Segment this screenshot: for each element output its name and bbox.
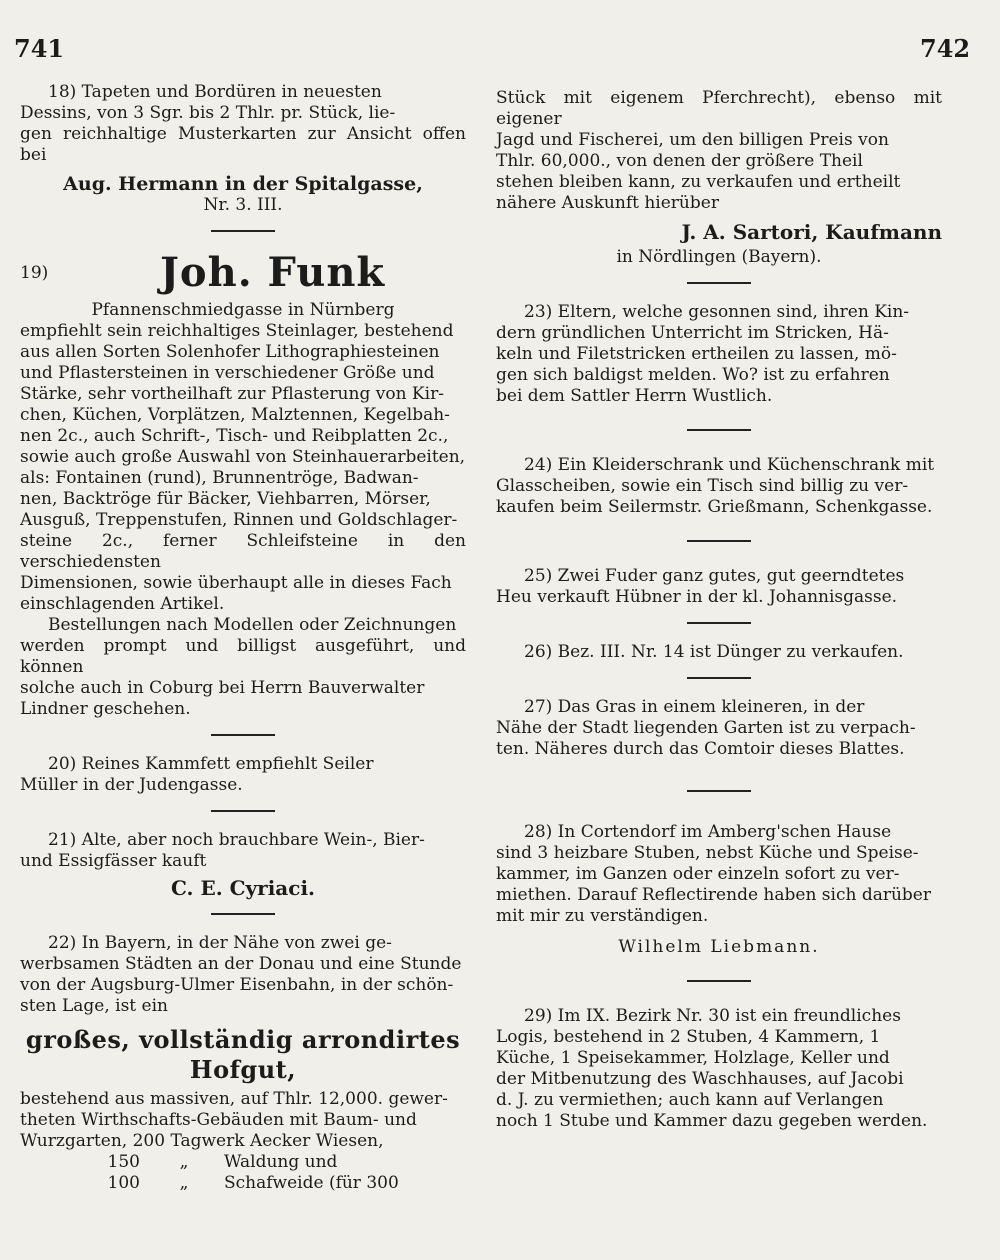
ad-19-line: Bestellungen nach Modellen oder Zeichnungen [48,615,457,635]
ad-26 [496,642,942,663]
ad-19-line: und Pflastersteinen in verschiedener Größe und [20,363,435,383]
ad-19-line: sowie auch große Auswahl von Steinhauerarbeiten, [20,447,466,467]
ad-22-line: 22) In Bayern, in der Nähe von zwei ge- [48,933,392,953]
ad-24-line: 24) Ein Kleiderschrank und Küchenschrank mit [524,455,935,475]
ad-22-line: sten Lage, ist ein [20,996,168,1016]
ad-28-line: kammer, im Ganzen oder einzeln sofort zu ver- [496,864,900,884]
page-number-left: 741 [14,34,65,63]
ad-21-line: und Essigfässer kauft [20,851,207,871]
ad-19-line: chen, Küchen, Vorplätzen, Malztennen, Kegelbah- [20,405,450,425]
ad-19-line: steine 2c., ferner Schleifsteine in den verschiedensten [20,531,466,572]
ad-20 [20,754,466,796]
ad-22-signature: J. A. Sartori, Kaufmann [681,220,942,244]
ad-21-signature: C. E. Cyriaci. [170,876,316,900]
separator-rule [687,540,751,542]
ad-19-line: Dimensionen, sowie überhaupt alle in dieses Fach [20,573,452,593]
ad-19-firm-name: Joh. Funk [160,249,386,296]
ad-28-line: miethen. Darauf Reflectirende haben sich darüber [496,885,931,905]
separator-rule [687,980,751,982]
ad-29 [496,1006,942,1132]
ad-19-line: einschlagenden Artikel. [20,594,225,614]
ad-19-line: aus allen Sorten Solenhofer Lithographiesteinen [20,342,440,362]
ad-29-line: 29) Im IX. Bezirk Nr. 30 ist ein freundliches [524,1006,901,1026]
ad-23-line: keln und Filetstricken ertheilen zu lassen, mö- [496,344,897,364]
ad-27-line: ten. Näheres durch das Comtoir dieses Blattes. [496,739,905,759]
ad-19-line: Ausguß, Treppenstufen, Rinnen und Goldschlager- [20,510,458,530]
ad-26-line: 26) Bez. III. Nr. 14 ist Dünger zu verkaufen. [524,642,904,662]
separator-rule [211,230,275,232]
ad-24-line: Glasscheiben, sowie ein Tisch sind billig zu ver- [496,476,909,496]
ad-23 [496,302,942,407]
ad-22-line: Stück mit eigenem Pferchrecht), ebenso mit eigener [496,88,942,129]
ad-19-line: nen, Backtröge für Bäcker, Viehbarren, Mörser, [20,489,431,509]
ad-21-line: 21) Alte, aber noch brauchbare Wein-, Bier- [48,830,425,850]
ad-23-line: gen sich baldigst melden. Wo? ist zu erfahren [496,365,890,385]
ad-21 [20,830,466,899]
ad-22-row [20,1173,466,1194]
ad-22-item: Waldung und [224,1152,338,1172]
ad-18-advertiser: Aug. Hermann in der Spitalgasse, [63,173,423,195]
ad-29-line: noch 1 Stube und Kammer dazu gegeben werden. [496,1111,928,1131]
ad-22-line: Thlr. 60,000., von denen der größere Theil [496,151,863,171]
ad-23-line: dern gründlichen Unterricht im Stricken, Hä- [496,323,889,343]
ad-29-line: Logis, bestehend in 2 Stuben, 4 Kammern, 1 [496,1027,881,1047]
left-column [20,82,466,1194]
ad-20-line: 20) Reines Kammfett empfiehlt Seiler [48,754,374,774]
ad-29-line: der Mitbenutzung des Waschhauses, auf Jacobi [496,1069,904,1089]
ad-22-row [20,1152,466,1173]
separator-rule [687,429,751,431]
separator-rule [211,810,275,812]
ad-18-line: 18) Tapeten und Bordüren in neuesten [48,82,382,102]
ad-22 [20,933,466,1194]
ad-19-line: nen 2c., auch Schrift-, Tisch- und Reibplatten 2c., [20,426,449,446]
ad-18 [20,82,466,216]
ad-19 [20,250,466,720]
ad-18-address: Nr. 3. III. [203,195,283,215]
ad-25-line: 25) Zwei Fuder ganz gutes, gut geerndtetes [524,566,905,586]
ad-22-line: von der Augsburg-Ulmer Eisenbahn, in der schön- [20,975,454,995]
ad-28-line: sind 3 heizbare Stuben, nebst Küche und Speise- [496,843,919,863]
ad-22-signature-place: in Nördlingen (Bayern). [616,247,822,267]
ad-19-line: Stärke, sehr vortheilhaft zur Pflasterung von Kir- [20,384,444,404]
ad-22-continued [496,88,942,268]
ad-22-line: Jagd und Fischerei, um den billigen Preis von [496,130,889,150]
ad-22-line: Wurzgarten, 200 Tagwerk Aecker Wiesen, [20,1131,384,1151]
ad-22-item: Schafweide (für 300 [224,1173,399,1193]
ad-22-ditto: „ [179,1173,189,1193]
ad-28-line: 28) In Cortendorf im Amberg'schen Hause [524,822,892,842]
separator-rule [211,913,275,915]
ad-29-line: d. J. zu vermiethen; auch kann auf Verlangen [496,1090,884,1110]
ad-18-line: gen reichhaltige Musterkarten zur Ansicht offen bei [20,124,466,165]
ad-28-line: mit mir zu verständigen. [496,906,709,926]
ad-22-quantity: 100 [107,1173,140,1193]
ad-24-line: kaufen beim Seilermstr. Grießmann, Schenkgasse. [496,497,933,517]
separator-rule [687,790,751,792]
ad-22-line: stehen bleiben kann, zu verkaufen und ertheilt [496,172,901,192]
separator-rule [687,622,751,624]
ad-19-number: 19) [20,262,49,283]
separator-rule [687,677,751,679]
ad-19-line: als: Fontainen (rund), Brunnentröge, Badwan- [20,468,419,488]
ad-22-quantity: 150 [107,1152,140,1172]
ad-25 [496,566,942,608]
ad-23-line: 23) Eltern, welche gesonnen sind, ihren Kin- [524,302,910,322]
ad-22-line: werbsamen Städten an der Donau und eine Stunde [20,954,462,974]
separator-rule [211,734,275,736]
ad-19-line: Lindner geschehen. [20,699,191,719]
ad-28-signature: Wilhelm Liebmann. [618,937,820,957]
ad-28 [496,822,942,958]
right-column [496,88,942,1132]
separator-rule [687,282,751,284]
ad-22-headline: Hofgut, [189,1055,297,1084]
ad-23-line: bei dem Sattler Herrn Wustlich. [496,386,773,406]
ad-19-line: werden prompt und billigst ausgeführt, und können [20,636,466,677]
ad-22-line: bestehend aus massiven, auf Thlr. 12,000. gewer- [20,1089,448,1109]
ad-20-line: Müller in der Judengasse. [20,775,243,795]
ad-27-line: 27) Das Gras in einem kleineren, in der [524,697,865,717]
ad-22-ditto: „ [179,1152,189,1172]
ad-19-address: Pfannenschmiedgasse in Nürnberg [91,300,395,320]
ad-18-line: Dessins, von 3 Sgr. bis 2 Thlr. pr. Stück, lie- [20,103,396,123]
ad-27 [496,697,942,760]
ad-22-headline: großes, vollständig arrondirtes [25,1025,461,1054]
ad-19-line: empfiehlt sein reichhaltiges Steinlager, bestehend [20,321,454,341]
ad-19-line: solche auch in Coburg bei Herrn Bauverwalter [20,678,425,698]
ad-27-line: Nähe der Stadt liegenden Garten ist zu verpach- [496,718,916,738]
ad-22-line: nähere Auskunft hierüber [496,193,719,213]
ad-29-line: Küche, 1 Speisekammer, Holzlage, Keller und [496,1048,890,1068]
ad-25-line: Heu verkauft Hübner in der kl. Johannisgasse. [496,587,898,607]
ad-22-line: theten Wirthschafts-Gebäuden mit Baum- und [20,1110,417,1130]
page-number-right: 742 [920,34,971,63]
ad-24 [496,455,942,518]
